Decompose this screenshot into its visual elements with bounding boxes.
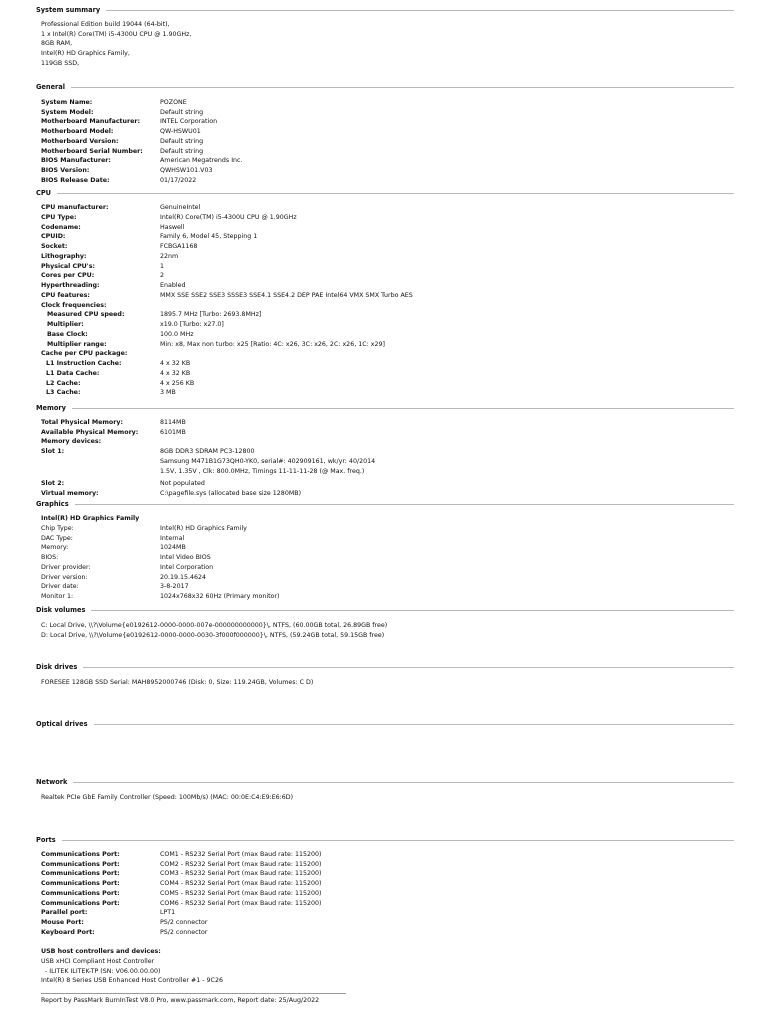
section-title-disk-drives <box>36 663 734 671</box>
info-row <box>41 850 322 860</box>
row-label: Driver provider: <box>41 563 91 571</box>
info-row <box>41 543 186 553</box>
info-row <box>41 428 186 438</box>
row-label: Clock frequencies: <box>41 301 107 309</box>
row-label: CPU features: <box>41 291 90 299</box>
row-label: CPU manufacturer: <box>41 204 109 211</box>
info-row <box>41 98 187 108</box>
row-label: Hyperthreading: <box>41 282 100 289</box>
row-label: Mouse Port: <box>41 918 84 926</box>
summary-line: 8GB RAM, <box>41 40 73 48</box>
row-label: BIOS Version: <box>41 166 90 174</box>
row-label: Codename: <box>41 223 81 231</box>
row-label: L1 Instruction Cache: <box>46 360 122 367</box>
disk-volume-line: C: Local Drive, \\?\Volume{e0192612-0000-0000-007e-000000000000}\, NTFS, (60.00GB total, 26.89GB free) <box>41 622 388 629</box>
info-row <box>41 242 197 252</box>
section-title-optical-drives <box>36 720 734 728</box>
info-row <box>41 524 247 534</box>
info-row <box>41 467 364 477</box>
row-label: Keyboard Port: <box>41 928 95 936</box>
row-value: Default string <box>160 147 204 155</box>
info-row <box>41 291 413 301</box>
row-value: PS/2 connector <box>160 928 208 936</box>
info-row <box>41 489 301 499</box>
section-title-cpu <box>36 189 734 197</box>
usb-line: - ILITEK ILITEK-TP (SN: V06.00.00.00) <box>41 967 161 975</box>
info-row <box>41 573 206 583</box>
ports-heading: Ports <box>36 836 56 844</box>
info-row <box>41 271 164 281</box>
row-label: BIOS: <box>41 554 59 562</box>
system-summary-heading: System summary <box>36 6 101 14</box>
section-title-network <box>36 778 734 786</box>
info-row <box>41 137 203 147</box>
info-row <box>41 330 194 340</box>
summary-line: 1 x Intel(R) Core(TM) i5-4300U CPU @ 1.90GHz, <box>41 30 192 38</box>
row-label: Available Physical Memory: <box>41 428 139 436</box>
row-label <box>41 457 160 467</box>
info-row <box>41 918 207 928</box>
row-label: Memory devices: <box>41 438 102 446</box>
row-label: Socket: <box>41 243 68 250</box>
info-row <box>41 447 255 457</box>
row-label: Communications Port: <box>41 889 120 897</box>
row-label: System Name: <box>41 99 93 106</box>
usb-line: USB xHCI Compliant Host Controller <box>41 958 155 965</box>
row-label: Measured CPU speed: <box>47 311 125 319</box>
row-value: Intel Corporation <box>160 563 214 571</box>
row-value: Not populated <box>160 480 205 488</box>
row-value: Default string <box>160 137 204 145</box>
info-row <box>41 147 203 157</box>
row-label: Driver version: <box>41 573 88 581</box>
row-value: 8GB DDR3 SDRAM PC3-12800 <box>160 448 255 456</box>
row-label: Physical CPU's: <box>41 262 95 270</box>
info-row <box>41 582 189 592</box>
row-value: 4 x 32 KB <box>160 369 191 377</box>
row-value: LPT1 <box>160 909 176 917</box>
row-value: GenuineIntel <box>160 204 201 211</box>
general-heading: General <box>36 83 66 91</box>
row-label: Chip Type: <box>41 525 74 532</box>
row-label: Motherboard Manufacturer: <box>41 118 141 126</box>
row-value: 3 MB <box>160 389 176 397</box>
info-row <box>41 252 178 262</box>
row-value: 1024MB <box>160 544 186 552</box>
info-row <box>41 166 212 176</box>
row-label: System Model: <box>41 108 94 116</box>
row-value: Min: x8, Max non turbo: x25 [Ratio: 4C: x26, 3C: x26, 2C: x26, 1C: x29] <box>160 340 385 348</box>
row-value: Intel(R) Core(TM) i5-4300U CPU @ 1.90GHz <box>160 213 297 221</box>
row-label: Slot 2: <box>41 480 65 488</box>
row-label: Virtual memory: <box>41 489 99 497</box>
info-row <box>41 553 211 563</box>
info-row <box>41 592 279 602</box>
info-row <box>41 860 322 870</box>
row-value: C:\pagefile.sys (allocated base size 1280MB) <box>160 489 302 497</box>
row-label <box>41 467 160 477</box>
section-title-general <box>36 83 734 91</box>
info-row <box>41 379 194 389</box>
row-label: CPU Type: <box>41 213 77 221</box>
row-label: Driver date: <box>41 583 79 591</box>
row-value: 1.5V, 1.35V , Clk: 800.0MHz, Timings 11-11-11-28 (@ Max. freq.) <box>160 467 365 475</box>
row-value: QWHSW101.V03 <box>160 166 213 174</box>
row-value: 1895.7 MHz [Turbo: 2693.8MHz] <box>160 311 262 319</box>
row-value: 2 <box>160 272 165 280</box>
row-value: COM4 - RS232 Serial Port (max Baud rate: 115200) <box>160 880 322 888</box>
info-row <box>41 563 213 573</box>
info-row <box>41 301 160 311</box>
row-value: COM3 - RS232 Serial Port (max Baud rate: 115200) <box>160 870 322 878</box>
row-value: 100.0 MHz <box>160 330 194 338</box>
info-row <box>41 213 297 223</box>
row-value: Haswell <box>160 223 185 231</box>
row-value: COM6 - RS232 Serial Port (max Baud rate: 115200) <box>160 899 322 907</box>
graphics-heading: Graphics <box>36 500 69 508</box>
report-footer: Report by PassMark BurnInTest V8.0 Pro, www.passmark.com, Report date: 25/Aug/2022 <box>41 997 320 1004</box>
row-value: 6101MB <box>160 428 186 436</box>
disk-volumes-heading: Disk volumes <box>36 606 86 614</box>
row-label: Motherboard Model: <box>41 128 114 136</box>
row-value: 8114MB <box>160 419 186 426</box>
info-row <box>41 928 207 938</box>
summary-line: Intel(R) HD Graphics Family, <box>41 50 130 58</box>
cpu-heading: CPU <box>36 189 52 197</box>
row-label: CPUID: <box>41 233 66 241</box>
row-value: 22nm <box>160 252 179 260</box>
row-label: L1 Data Cache: <box>46 369 100 377</box>
graphics-device-name: Intel(R) HD Graphics Family <box>41 515 140 522</box>
info-row <box>41 108 203 118</box>
info-row <box>41 127 201 137</box>
row-label: Monitor 1: <box>41 592 74 600</box>
section-title-memory <box>36 404 734 412</box>
row-value: COM2 - RS232 Serial Port (max Baud rate: 115200) <box>160 860 322 868</box>
info-row <box>41 262 164 272</box>
row-value: MMX SSE SSE2 SSE3 SSSE3 SSE4.1 SSE4.2 DEP PAE Intel64 VMX SMX Turbo AES <box>160 291 413 299</box>
footer-divider <box>41 993 346 994</box>
section-title-disk-volumes <box>36 606 734 614</box>
info-row <box>41 203 200 213</box>
row-label: Base Clock: <box>47 330 88 338</box>
row-label: Communications Port: <box>41 870 120 878</box>
info-row <box>41 457 375 467</box>
info-row <box>41 223 184 233</box>
info-row <box>41 232 257 242</box>
row-value: Family 6, Model 45, Stepping 1 <box>160 233 258 241</box>
row-value: Intel Video BIOS <box>160 554 211 562</box>
row-label: Multiplier range: <box>47 340 107 348</box>
row-label: Motherboard Version: <box>41 137 119 145</box>
row-value: 1 <box>160 262 165 270</box>
row-label: Cores per CPU: <box>41 272 95 280</box>
info-row <box>41 388 176 398</box>
row-label: BIOS Manufacturer: <box>41 157 111 165</box>
row-label: BIOS Release Date: <box>41 176 110 184</box>
row-label: Multiplier: <box>47 321 84 328</box>
info-row <box>41 349 160 359</box>
row-value: INTEL Corporation <box>160 118 218 126</box>
row-value: FCBGA1168 <box>160 243 198 250</box>
disk-volume-line: D: Local Drive, \\?\Volume{e0192612-0000-0000-0030-3f000f000000}\, NTFS, (59.24GB total, 59.15GB free) <box>41 631 385 639</box>
row-label: Communications Port: <box>41 899 120 907</box>
info-row <box>41 534 184 544</box>
row-label: Motherboard Serial Number: <box>41 147 143 155</box>
info-row <box>41 908 175 918</box>
row-label: L3 Cache: <box>46 389 81 397</box>
row-value: POZONE <box>160 99 187 106</box>
row-label: Communications Port: <box>41 860 120 868</box>
section-title-graphics <box>36 500 734 508</box>
info-row <box>41 320 224 330</box>
row-label: Cache per CPU package: <box>41 350 128 358</box>
info-row <box>41 117 217 127</box>
info-row <box>41 281 185 291</box>
optical-drives-heading: Optical drives <box>36 720 88 728</box>
row-label: Lithography: <box>41 252 87 260</box>
usb-heading: USB host controllers and devices: <box>41 948 161 955</box>
info-row <box>41 369 190 379</box>
row-value: COM5 - RS232 Serial Port (max Baud rate: 115200) <box>160 889 322 897</box>
row-label: DAC Type: <box>41 534 73 542</box>
info-row <box>41 899 322 909</box>
row-value: 01/17/2022 <box>160 176 197 184</box>
info-row <box>41 879 322 889</box>
row-label: Memory: <box>41 544 69 552</box>
row-label: Slot 1: <box>41 448 65 456</box>
row-value: QW-HSWU01 <box>160 128 201 136</box>
info-row <box>41 418 186 428</box>
info-row <box>41 479 205 489</box>
row-value: Samsung M471B1G73QH0-YK0, serial#: 402909161, wk/yr: 40/2014 <box>160 457 376 465</box>
row-value: 4 x 256 KB <box>160 379 195 387</box>
row-label: Communications Port: <box>41 851 120 858</box>
network-adapter-line: Realtek PCIe GbE Family Controller (Speed: 100Mb/s) (MAC: 00:0E:C4:E9:E6:6D) <box>41 794 294 801</box>
row-value: American Megatrends Inc. <box>160 157 243 165</box>
row-label: L2 Cache: <box>46 379 81 387</box>
info-row <box>41 359 190 369</box>
row-value: 3-8-2017 <box>160 583 189 591</box>
network-heading: Network <box>36 778 68 786</box>
row-value: Internal <box>160 534 185 542</box>
row-label: Total Physical Memory: <box>41 419 123 426</box>
disk-drives-heading: Disk drives <box>36 663 78 671</box>
usb-line: Intel(R) 8 Series USB Enhanced Host Controller #1 - 9C26 <box>41 977 223 985</box>
row-value: 1024x768x32 60Hz (Primary monitor) <box>160 592 280 600</box>
row-value: Intel(R) HD Graphics Family <box>160 525 247 532</box>
info-row <box>41 156 243 166</box>
section-title-ports <box>36 836 734 844</box>
info-row <box>41 869 322 879</box>
row-value: Default string <box>160 108 204 116</box>
row-value: 20.19.15.4624 <box>160 573 207 581</box>
row-label: Communications Port: <box>41 880 120 888</box>
row-value: COM1 - RS232 Serial Port (max Baud rate: 115200) <box>160 851 322 858</box>
row-label: Parallel port: <box>41 909 88 917</box>
summary-line: 119GB SSD, <box>41 59 80 67</box>
row-value: Enabled <box>160 282 186 289</box>
disk-drive-line: FORESEE 128GB SSD Serial: MAH8952000746 (Disk: 0, Size: 119.24GB, Volumes: C D) <box>41 679 314 686</box>
info-row <box>41 310 261 320</box>
info-row <box>41 340 385 350</box>
summary-line: Professional Edition build 19044 (64-bit), <box>41 21 170 28</box>
row-value: 4 x 32 KB <box>160 360 191 367</box>
info-row <box>41 176 196 186</box>
info-row <box>41 437 160 447</box>
row-value: x19.0 [Turbo: x27.0] <box>160 321 224 328</box>
row-value: PS/2 connector <box>160 918 208 926</box>
info-row <box>41 889 322 899</box>
section-title-system-summary <box>36 6 734 14</box>
memory-heading: Memory <box>36 404 66 412</box>
